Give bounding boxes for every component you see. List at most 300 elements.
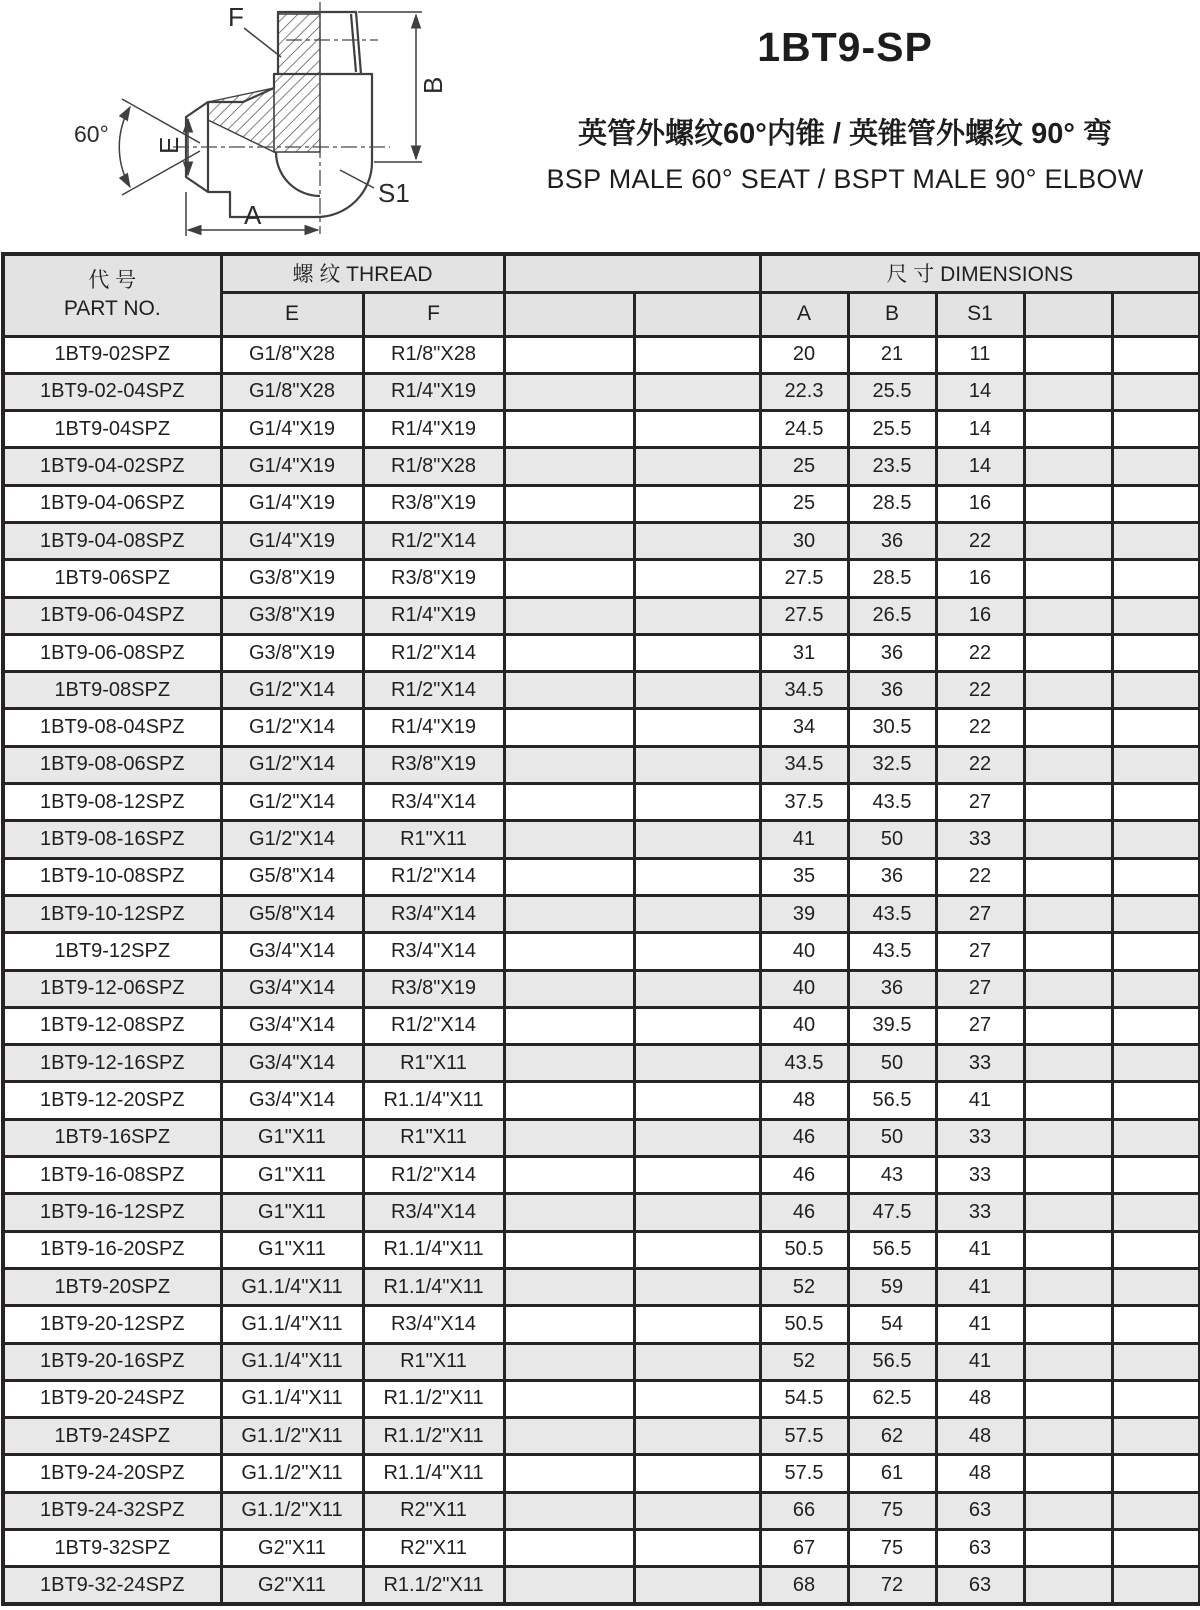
thread-f-cell: R1"X11 bbox=[363, 1119, 504, 1156]
table-row bbox=[3, 1567, 1200, 1604]
dim-s1-cell: 27 bbox=[936, 895, 1024, 932]
part-no-cell: 1BT9-16-20SPZ bbox=[3, 1231, 221, 1268]
thread-e-cell: G3/4"X14 bbox=[221, 970, 363, 1007]
dim-a-cell: 46 bbox=[760, 1119, 848, 1156]
dim-s1-cell: 33 bbox=[936, 1045, 1024, 1082]
thread-e-cell: G3/4"X14 bbox=[221, 1045, 363, 1082]
dim-b-cell: 43.5 bbox=[848, 784, 936, 821]
dim-s1-cell: 41 bbox=[936, 1268, 1024, 1305]
dim-s1-cell: 22 bbox=[936, 858, 1024, 895]
header-col-e: E bbox=[221, 292, 363, 336]
thread-f-cell: R3/8"X19 bbox=[363, 560, 504, 597]
thread-f-cell: R1/2"X14 bbox=[363, 672, 504, 709]
empty-cell bbox=[634, 1418, 760, 1455]
empty-cell bbox=[634, 597, 760, 634]
dim-a-cell: 50.5 bbox=[760, 1306, 848, 1343]
thread-e-cell: G1"X11 bbox=[221, 1157, 363, 1194]
header-col-empty-1 bbox=[504, 292, 634, 336]
part-no-cell: 1BT9-20SPZ bbox=[3, 1268, 221, 1305]
part-no-cell: 1BT9-24-32SPZ bbox=[3, 1492, 221, 1529]
dim-b-cell: 50 bbox=[848, 1119, 936, 1156]
empty-cell bbox=[1112, 933, 1200, 970]
part-no-cell: 1BT9-24SPZ bbox=[3, 1418, 221, 1455]
empty-cell bbox=[1024, 1567, 1112, 1604]
thread-e-cell: G3/4"X14 bbox=[221, 1007, 363, 1044]
empty-cell bbox=[1112, 597, 1200, 634]
empty-cell bbox=[504, 784, 634, 821]
thread-e-cell: G1.1/2"X11 bbox=[221, 1418, 363, 1455]
empty-cell bbox=[504, 1530, 634, 1567]
table-row bbox=[3, 895, 1200, 932]
part-no-cell: 1BT9-08-12SPZ bbox=[3, 784, 221, 821]
dim-s1-cell: 27 bbox=[936, 784, 1024, 821]
table-row bbox=[3, 1455, 1200, 1492]
dim-s1-cell: 11 bbox=[936, 336, 1024, 373]
empty-cell bbox=[1024, 672, 1112, 709]
empty-cell bbox=[1024, 1530, 1112, 1567]
table-row bbox=[3, 560, 1200, 597]
thread-f-cell: R2"X11 bbox=[363, 1492, 504, 1529]
label-e: E bbox=[154, 136, 184, 154]
empty-cell bbox=[634, 672, 760, 709]
dim-b-cell: 72 bbox=[848, 1567, 936, 1604]
dim-s1-cell: 63 bbox=[936, 1567, 1024, 1604]
empty-cell bbox=[504, 448, 634, 485]
dim-s1-cell: 63 bbox=[936, 1530, 1024, 1567]
part-no-cell: 1BT9-10-08SPZ bbox=[3, 858, 221, 895]
label-a: A bbox=[244, 200, 262, 230]
empty-cell bbox=[634, 821, 760, 858]
header-col-empty-3 bbox=[1024, 292, 1112, 336]
empty-cell bbox=[634, 1045, 760, 1082]
thread-e-cell: G1/8"X28 bbox=[221, 373, 363, 410]
empty-cell bbox=[1112, 560, 1200, 597]
dim-a-cell: 46 bbox=[760, 1194, 848, 1231]
dim-b-cell: 25.5 bbox=[848, 411, 936, 448]
table-row bbox=[3, 634, 1200, 671]
thread-e-cell: G2"X11 bbox=[221, 1567, 363, 1604]
empty-cell bbox=[504, 1119, 634, 1156]
empty-cell bbox=[504, 1194, 634, 1231]
thread-f-cell: R3/8"X19 bbox=[363, 746, 504, 783]
dim-b-cell: 47.5 bbox=[848, 1194, 936, 1231]
dim-a-cell: 50.5 bbox=[760, 1231, 848, 1268]
empty-cell bbox=[504, 522, 634, 559]
empty-cell bbox=[634, 1380, 760, 1417]
empty-cell bbox=[504, 560, 634, 597]
dim-a-cell: 40 bbox=[760, 970, 848, 1007]
empty-cell bbox=[1112, 672, 1200, 709]
empty-cell bbox=[1112, 1567, 1200, 1604]
empty-cell bbox=[1024, 1157, 1112, 1194]
header-part-no-en: PART NO. bbox=[63, 297, 161, 321]
empty-cell bbox=[1024, 1268, 1112, 1305]
empty-cell bbox=[504, 1007, 634, 1044]
empty-cell bbox=[504, 858, 634, 895]
section-hatch bbox=[208, 14, 320, 152]
thread-e-cell: G1/2"X14 bbox=[221, 709, 363, 746]
thread-f-cell: R1.1/4"X11 bbox=[363, 1455, 504, 1492]
empty-cell bbox=[1112, 1268, 1200, 1305]
table-row bbox=[3, 933, 1200, 970]
empty-cell bbox=[1024, 448, 1112, 485]
table-row bbox=[3, 1007, 1200, 1044]
empty-cell bbox=[1112, 1418, 1200, 1455]
part-no-cell: 1BT9-12-20SPZ bbox=[3, 1082, 221, 1119]
dim-s1-cell: 27 bbox=[936, 1007, 1024, 1044]
thread-e-cell: G1"X11 bbox=[221, 1194, 363, 1231]
table-row bbox=[3, 522, 1200, 559]
dim-b-cell: 36 bbox=[848, 634, 936, 671]
thread-e-cell: G1.1/4"X11 bbox=[221, 1306, 363, 1343]
dim-b-cell: 28.5 bbox=[848, 560, 936, 597]
empty-cell bbox=[634, 1194, 760, 1231]
label-f: F bbox=[228, 2, 244, 32]
empty-cell bbox=[634, 709, 760, 746]
empty-cell bbox=[634, 1157, 760, 1194]
thread-e-cell: G3/8"X19 bbox=[221, 597, 363, 634]
table-row bbox=[3, 373, 1200, 410]
empty-cell bbox=[1112, 746, 1200, 783]
thread-e-cell: G1/4"X19 bbox=[221, 448, 363, 485]
dim-s1-cell: 41 bbox=[936, 1082, 1024, 1119]
subtitle-chinese: 英管外螺纹60°内锥 / 英锥管外螺纹 90° 弯 bbox=[578, 118, 1112, 150]
dim-s1-cell: 27 bbox=[936, 933, 1024, 970]
part-no-cell: 1BT9-12-08SPZ bbox=[3, 1007, 221, 1044]
dim-b-cell: 21 bbox=[848, 336, 936, 373]
part-no-cell: 1BT9-02SPZ bbox=[3, 336, 221, 373]
thread-e-cell: G2"X11 bbox=[221, 1530, 363, 1567]
empty-cell bbox=[1112, 1082, 1200, 1119]
part-no-cell: 1BT9-08-16SPZ bbox=[3, 821, 221, 858]
empty-cell bbox=[1112, 1157, 1200, 1194]
empty-cell bbox=[1112, 1119, 1200, 1156]
empty-cell bbox=[634, 970, 760, 1007]
table-row bbox=[3, 821, 1200, 858]
thread-f-cell: R3/4"X14 bbox=[363, 895, 504, 932]
empty-cell bbox=[504, 1082, 634, 1119]
thread-f-cell: R1/8"X28 bbox=[363, 448, 504, 485]
dim-s1-cell: 22 bbox=[936, 672, 1024, 709]
thread-f-cell: R1/2"X14 bbox=[363, 522, 504, 559]
part-no-cell: 1BT9-20-24SPZ bbox=[3, 1380, 221, 1417]
dim-b-cell: 56.5 bbox=[848, 1082, 936, 1119]
table-row bbox=[3, 672, 1200, 709]
thread-e-cell: G3/8"X19 bbox=[221, 560, 363, 597]
table-row bbox=[3, 1157, 1200, 1194]
label-angle: 60° bbox=[74, 121, 109, 147]
empty-cell bbox=[634, 1082, 760, 1119]
thread-e-cell: G5/8"X14 bbox=[221, 895, 363, 932]
empty-cell bbox=[1112, 373, 1200, 410]
dim-a-cell: 34.5 bbox=[760, 672, 848, 709]
empty-cell bbox=[504, 746, 634, 783]
dim-a-cell: 22.3 bbox=[760, 373, 848, 410]
empty-cell bbox=[1112, 1343, 1200, 1380]
subtitle-english: BSP MALE 60° SEAT / BSPT MALE 90° ELBOW bbox=[546, 164, 1144, 194]
empty-cell bbox=[1024, 1194, 1112, 1231]
thread-f-cell: R3/8"X19 bbox=[363, 485, 504, 522]
empty-cell bbox=[634, 1530, 760, 1567]
empty-cell bbox=[1112, 634, 1200, 671]
part-no-cell: 1BT9-16-12SPZ bbox=[3, 1194, 221, 1231]
empty-cell bbox=[1024, 485, 1112, 522]
dim-b-cell: 50 bbox=[848, 1045, 936, 1082]
title-block bbox=[505, 24, 1185, 195]
dim-s1-cell: 16 bbox=[936, 485, 1024, 522]
table-row bbox=[3, 1530, 1200, 1567]
empty-cell bbox=[634, 1343, 760, 1380]
table-row bbox=[3, 1045, 1200, 1082]
empty-cell bbox=[1024, 821, 1112, 858]
empty-cell bbox=[504, 1418, 634, 1455]
dim-b-cell: 59 bbox=[848, 1268, 936, 1305]
empty-cell bbox=[504, 485, 634, 522]
dim-b-cell: 56.5 bbox=[848, 1343, 936, 1380]
thread-f-cell: R1/2"X14 bbox=[363, 1157, 504, 1194]
empty-cell bbox=[634, 1119, 760, 1156]
empty-cell bbox=[1024, 858, 1112, 895]
dim-s1-cell: 27 bbox=[936, 970, 1024, 1007]
thread-e-cell: G1/8"X28 bbox=[221, 336, 363, 373]
dim-b-cell: 54 bbox=[848, 1306, 936, 1343]
empty-cell bbox=[1024, 1380, 1112, 1417]
thread-f-cell: R1/2"X14 bbox=[363, 634, 504, 671]
empty-cell bbox=[634, 1492, 760, 1529]
empty-cell bbox=[634, 1007, 760, 1044]
dim-a-cell: 31 bbox=[760, 634, 848, 671]
part-no-cell: 1BT9-04SPZ bbox=[3, 411, 221, 448]
empty-cell bbox=[1112, 1194, 1200, 1231]
thread-e-cell: G1.1/2"X11 bbox=[221, 1455, 363, 1492]
empty-cell bbox=[634, 336, 760, 373]
dim-s1-cell: 48 bbox=[936, 1380, 1024, 1417]
thread-e-cell: G1.1/4"X11 bbox=[221, 1343, 363, 1380]
empty-cell bbox=[1024, 784, 1112, 821]
thread-e-cell: G1"X11 bbox=[221, 1119, 363, 1156]
thread-e-cell: G3/8"X19 bbox=[221, 634, 363, 671]
empty-cell bbox=[1112, 1530, 1200, 1567]
thread-e-cell: G1/2"X14 bbox=[221, 821, 363, 858]
empty-cell bbox=[1112, 448, 1200, 485]
part-no-cell: 1BT9-06-08SPZ bbox=[3, 634, 221, 671]
dim-s1-cell: 33 bbox=[936, 1194, 1024, 1231]
table-row bbox=[3, 448, 1200, 485]
part-no-cell: 1BT9-12-06SPZ bbox=[3, 970, 221, 1007]
table-row bbox=[3, 1343, 1200, 1380]
empty-cell bbox=[1024, 746, 1112, 783]
thread-f-cell: R1.1/4"X11 bbox=[363, 1082, 504, 1119]
dim-s1-cell: 16 bbox=[936, 597, 1024, 634]
thread-f-cell: R3/4"X14 bbox=[363, 1194, 504, 1231]
parts-table-wrap bbox=[1, 252, 1198, 1606]
empty-cell bbox=[504, 1306, 634, 1343]
dim-b-cell: 62.5 bbox=[848, 1380, 936, 1417]
part-no-cell: 1BT9-04-02SPZ bbox=[3, 448, 221, 485]
part-no-cell: 1BT9-12-16SPZ bbox=[3, 1045, 221, 1082]
header-col-s1: S1 bbox=[936, 292, 1024, 336]
header-col-empty-2 bbox=[634, 292, 760, 336]
empty-cell bbox=[1112, 858, 1200, 895]
thread-f-cell: R1/4"X19 bbox=[363, 597, 504, 634]
empty-cell bbox=[1024, 1418, 1112, 1455]
part-no-cell: 1BT9-06-04SPZ bbox=[3, 597, 221, 634]
empty-cell bbox=[1024, 1119, 1112, 1156]
part-no-cell: 1BT9-12SPZ bbox=[3, 933, 221, 970]
empty-cell bbox=[1112, 1380, 1200, 1417]
table-row bbox=[3, 970, 1200, 1007]
dim-a-cell: 57.5 bbox=[760, 1418, 848, 1455]
empty-cell bbox=[1112, 895, 1200, 932]
empty-cell bbox=[634, 933, 760, 970]
thread-f-cell: R1.1/4"X11 bbox=[363, 1268, 504, 1305]
empty-cell bbox=[1024, 1455, 1112, 1492]
dim-b-cell: 26.5 bbox=[848, 597, 936, 634]
empty-cell bbox=[634, 522, 760, 559]
dim-a-cell: 40 bbox=[760, 1007, 848, 1044]
part-no-cell: 1BT9-32-24SPZ bbox=[3, 1567, 221, 1604]
part-no-cell: 1BT9-20-16SPZ bbox=[3, 1343, 221, 1380]
dim-b-cell: 28.5 bbox=[848, 485, 936, 522]
dim-b-cell: 62 bbox=[848, 1418, 936, 1455]
empty-cell bbox=[504, 672, 634, 709]
empty-cell bbox=[1112, 970, 1200, 1007]
dim-b-cell: 23.5 bbox=[848, 448, 936, 485]
table-row bbox=[3, 1268, 1200, 1305]
empty-cell bbox=[1112, 336, 1200, 373]
part-no-cell: 1BT9-16-08SPZ bbox=[3, 1157, 221, 1194]
dim-a-cell: 52 bbox=[760, 1268, 848, 1305]
empty-cell bbox=[504, 1343, 634, 1380]
empty-cell bbox=[1024, 411, 1112, 448]
part-no-cell: 1BT9-08SPZ bbox=[3, 672, 221, 709]
header-col-f: F bbox=[363, 292, 504, 336]
empty-cell bbox=[1024, 1045, 1112, 1082]
empty-cell bbox=[1024, 373, 1112, 410]
dim-s1-cell: 41 bbox=[936, 1343, 1024, 1380]
empty-cell bbox=[1112, 821, 1200, 858]
empty-cell bbox=[504, 933, 634, 970]
thread-e-cell: G1/4"X19 bbox=[221, 485, 363, 522]
dim-s1-cell: 33 bbox=[936, 821, 1024, 858]
part-no-cell: 1BT9-32SPZ bbox=[3, 1530, 221, 1567]
dim-a-cell: 48 bbox=[760, 1082, 848, 1119]
part-no-cell: 1BT9-04-06SPZ bbox=[3, 485, 221, 522]
empty-cell bbox=[504, 597, 634, 634]
thread-f-cell: R1.1/2"X11 bbox=[363, 1567, 504, 1604]
dim-s1-cell: 63 bbox=[936, 1492, 1024, 1529]
dim-b-cell: 50 bbox=[848, 821, 936, 858]
empty-cell bbox=[504, 1231, 634, 1268]
empty-cell bbox=[634, 895, 760, 932]
empty-cell bbox=[634, 1306, 760, 1343]
part-no-cell: 1BT9-02-04SPZ bbox=[3, 373, 221, 410]
dim-a-cell: 67 bbox=[760, 1530, 848, 1567]
thread-f-cell: R1"X11 bbox=[363, 1045, 504, 1082]
empty-cell bbox=[1024, 1231, 1112, 1268]
dim-a-cell: 37.5 bbox=[760, 784, 848, 821]
dim-b-cell: 25.5 bbox=[848, 373, 936, 410]
empty-cell bbox=[1112, 1455, 1200, 1492]
thread-e-cell: G5/8"X14 bbox=[221, 858, 363, 895]
empty-cell bbox=[634, 373, 760, 410]
thread-f-cell: R1/4"X19 bbox=[363, 373, 504, 410]
table-row bbox=[3, 597, 1200, 634]
part-no-cell: 1BT9-06SPZ bbox=[3, 560, 221, 597]
thread-e-cell: G1"X11 bbox=[221, 1231, 363, 1268]
empty-cell bbox=[504, 1455, 634, 1492]
thread-f-cell: R1/8"X28 bbox=[363, 336, 504, 373]
table-row bbox=[3, 1380, 1200, 1417]
dim-b-cell: 30.5 bbox=[848, 709, 936, 746]
dim-b-cell: 75 bbox=[848, 1530, 936, 1567]
thread-e-cell: G1/4"X19 bbox=[221, 522, 363, 559]
part-no-cell: 1BT9-04-08SPZ bbox=[3, 522, 221, 559]
table-row bbox=[3, 709, 1200, 746]
empty-cell bbox=[634, 858, 760, 895]
table-row bbox=[3, 1306, 1200, 1343]
thread-f-cell: R1.1/2"X11 bbox=[363, 1380, 504, 1417]
part-no-cell: 1BT9-08-04SPZ bbox=[3, 709, 221, 746]
thread-f-cell: R1/4"X19 bbox=[363, 411, 504, 448]
header-dimensions-group: 尺 寸 DIMENSIONS bbox=[760, 254, 1200, 292]
dim-a-cell: 39 bbox=[760, 895, 848, 932]
empty-cell bbox=[504, 634, 634, 671]
thread-f-cell: R1"X11 bbox=[363, 821, 504, 858]
empty-cell bbox=[1024, 560, 1112, 597]
table-row bbox=[3, 1231, 1200, 1268]
header-empty-group bbox=[504, 254, 760, 292]
empty-cell bbox=[504, 1567, 634, 1604]
part-no-cell: 1BT9-20-12SPZ bbox=[3, 1306, 221, 1343]
dim-b-cell: 36 bbox=[848, 858, 936, 895]
page-title: 1BT9-SP bbox=[757, 24, 933, 70]
dim-s1-cell: 33 bbox=[936, 1157, 1024, 1194]
dim-s1-cell: 22 bbox=[936, 634, 1024, 671]
dim-a-cell: 30 bbox=[760, 522, 848, 559]
empty-cell bbox=[1024, 895, 1112, 932]
dim-a-cell: 27.5 bbox=[760, 597, 848, 634]
dim-b-cell: 43.5 bbox=[848, 895, 936, 932]
empty-cell bbox=[504, 1492, 634, 1529]
dim-b-cell: 56.5 bbox=[848, 1231, 936, 1268]
dim-b-cell: 39.5 bbox=[848, 1007, 936, 1044]
empty-cell bbox=[1024, 522, 1112, 559]
dim-a-cell: 46 bbox=[760, 1157, 848, 1194]
thread-f-cell: R1/4"X19 bbox=[363, 709, 504, 746]
empty-cell bbox=[1112, 1306, 1200, 1343]
thread-f-cell: R1/2"X14 bbox=[363, 858, 504, 895]
thread-f-cell: R1"X11 bbox=[363, 1343, 504, 1380]
empty-cell bbox=[634, 448, 760, 485]
empty-cell bbox=[504, 1157, 634, 1194]
dim-s1-cell: 22 bbox=[936, 746, 1024, 783]
empty-cell bbox=[1112, 485, 1200, 522]
empty-cell bbox=[634, 634, 760, 671]
part-no-cell: 1BT9-10-12SPZ bbox=[3, 895, 221, 932]
dim-b-cell: 75 bbox=[848, 1492, 936, 1529]
thread-e-cell: G3/4"X14 bbox=[221, 1082, 363, 1119]
dim-b-cell: 43 bbox=[848, 1157, 936, 1194]
empty-cell bbox=[504, 373, 634, 410]
empty-cell bbox=[634, 411, 760, 448]
dim-a-cell: 68 bbox=[760, 1567, 848, 1604]
dim-s1-cell: 48 bbox=[936, 1455, 1024, 1492]
empty-cell bbox=[1024, 709, 1112, 746]
empty-cell bbox=[504, 821, 634, 858]
dim-s1-cell: 22 bbox=[936, 709, 1024, 746]
empty-cell bbox=[1112, 784, 1200, 821]
